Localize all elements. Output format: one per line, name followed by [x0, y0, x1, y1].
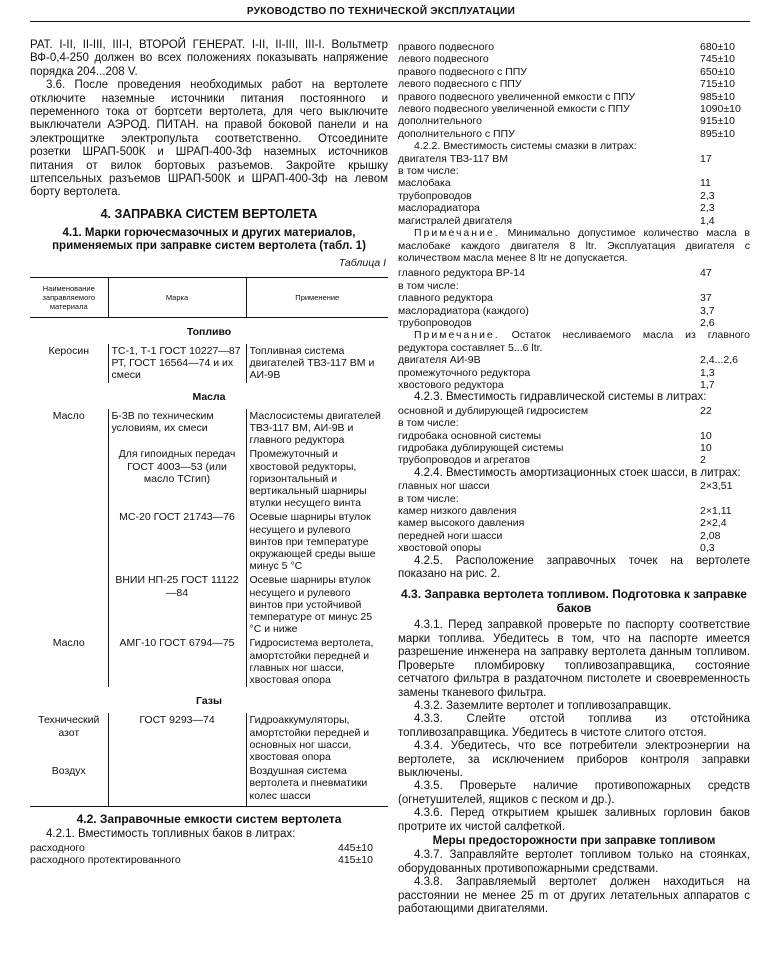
- list-item: [30, 854, 388, 866]
- note-text: Остаток несливаемого масла из главного редуктора составляет 5...6 ltr.: [398, 329, 750, 354]
- paragraph-4-2-4: 4.2.4. Вместимость амортизационных стоек шасси, в литрах:: [414, 466, 741, 479]
- item-label: главных ног шасси: [398, 480, 490, 493]
- item-value: 2: [700, 454, 706, 467]
- item-label: в том числе:: [398, 417, 459, 430]
- list-item: [30, 842, 388, 854]
- paragraph-voltmeter: РАТ. I-II, II-III, III-I, ВТОРОЙ ГЕНЕРАТ. I-II, II-III, III-I. Вольтметр ВФ-0,4-250 должен во всех положениях показывать напряжение порядка 204...208 V.: [30, 39, 388, 78]
- hydraulic-capacity-list: [398, 405, 750, 467]
- item-label: в том числе:: [398, 492, 459, 505]
- material-name: Воздух: [30, 764, 108, 806]
- item-value: 985±10: [700, 90, 735, 103]
- material-mark: Б-3В по техническим условиям, их смеси: [108, 409, 246, 448]
- paragraph-4-3-3: 4.3.3. Слейте отстой топлива из отстойника топливозаправщика. Убедитесь в чистоте слитого отстоя.: [398, 713, 750, 739]
- list-item: [398, 103, 750, 115]
- item-label: левого подвесного с ППУ: [398, 78, 522, 91]
- item-label: дополнительного с ППУ: [398, 127, 515, 140]
- item-label: левого подвесного увеличенной емкости с ППУ: [398, 103, 630, 116]
- list-item: [398, 317, 750, 329]
- item-label: хвостовой опоры: [398, 542, 482, 555]
- item-value: 745±10: [700, 53, 735, 66]
- list-item: [398, 354, 750, 366]
- list-item: [398, 41, 750, 53]
- item-label: главного редуктора: [398, 292, 493, 305]
- note-text: Минимально допустимое количество масла в маслобаке каждого двигателя 8 ltr. Эксплуатация двигателя с количеством масла менее 8 ltr не допускается.: [398, 227, 750, 264]
- item-value: 22: [700, 404, 712, 417]
- material-mark: ГОСТ 9293—74: [108, 713, 246, 764]
- item-value: 715±10: [700, 78, 735, 91]
- item-label: левого подвесного: [398, 53, 489, 66]
- item-value: [700, 165, 750, 177]
- item-value: 2,4...2,6: [700, 354, 738, 367]
- item-label: главного редуктора ВР-14: [398, 267, 525, 280]
- item-value: 445±10: [338, 841, 373, 854]
- list-item: [398, 517, 750, 529]
- fuel-tank-list-cont: [398, 41, 750, 140]
- material-use: Воздушная система вертолета и пневматики колес шасси: [246, 764, 388, 806]
- right-column: [398, 41, 750, 916]
- list-item: [398, 202, 750, 214]
- item-value: 2,6: [700, 316, 715, 329]
- list-item: [398, 190, 750, 202]
- list-item: [398, 177, 750, 189]
- item-label: в том числе:: [398, 165, 459, 178]
- material-use: Маслосистемы двигателей ТВЗ-117 ВМ, АИ-9В и главного редуктора: [246, 409, 388, 448]
- material-name: Масло: [52, 637, 85, 650]
- materials-table: [30, 277, 388, 807]
- item-label: дополнительного: [398, 115, 482, 128]
- item-label: трубопроводов и агрегатов: [398, 454, 531, 467]
- table-row: [30, 764, 388, 806]
- material-use: Гидросистема вертолета, амортстойки передней и главных ног шасси, хвостовая опора: [246, 636, 388, 687]
- paragraph-4-2-3: 4.2.3. Вместимость гидравлической системы в литрах:: [414, 391, 707, 404]
- paragraph-4-3-5: 4.3.5. Проверьте наличие противопожарных средств (огнетушителей, ящиков с песком и др.).: [398, 780, 750, 806]
- material-mark: ВНИИ НП-25 ГОСТ 11122—84: [108, 573, 246, 636]
- item-value: 2×2,4: [700, 517, 727, 530]
- paragraph-4-3-2: 4.3.2. Заземлите вертолет и топливозаправщик.: [414, 699, 672, 712]
- section-4-3-heading: 4.3. Заправка вертолета топливом. Подготовка к заправке баков: [401, 587, 747, 616]
- item-label: двигателя ТВЗ-117 ВМ: [398, 152, 509, 165]
- item-value: 915±10: [700, 115, 735, 128]
- item-value: 3,7: [700, 304, 715, 317]
- item-label: промежуточного редуктора: [398, 366, 531, 379]
- item-label: в том числе:: [398, 279, 459, 292]
- running-header: РУКОВОДСТВО ПО ТЕХНИЧЕСКОЙ ЭКСПЛУАТАЦИИ: [246, 6, 516, 17]
- table-header-row: [30, 277, 388, 317]
- list-item: [398, 128, 750, 140]
- list-item: [398, 53, 750, 65]
- oil-capacity-list: [398, 153, 750, 227]
- item-value: 11: [700, 177, 711, 190]
- item-value: 2×3,51: [700, 480, 733, 493]
- item-label: правого подвесного с ППУ: [398, 65, 527, 78]
- item-label: передней ноги шасси: [398, 529, 503, 542]
- table-row: [30, 344, 388, 383]
- item-value: 10: [700, 442, 712, 454]
- list-item: [398, 66, 750, 78]
- item-value: 0,3: [700, 542, 715, 555]
- paragraph-4-3-7: 4.3.7. Заправляйте вертолет топливом только на стоянках, оборудованных противопожарными средствами.: [398, 849, 750, 875]
- gearbox-capacity-list: [398, 267, 750, 329]
- note-1: [398, 227, 750, 264]
- item-value: 895±10: [700, 127, 735, 140]
- item-label: маслобака: [398, 177, 451, 190]
- section-4-heading: 4. ЗАПРАВКА СИСТЕМ ВЕРТОЛЕТА: [100, 206, 318, 221]
- item-value: 1,7: [700, 378, 715, 391]
- item-label: камер высокого давления: [398, 517, 525, 530]
- list-item: [398, 442, 750, 454]
- list-item: [398, 405, 750, 417]
- list-item: [398, 493, 750, 505]
- item-value: [700, 493, 750, 505]
- item-value: 2,3: [700, 202, 715, 215]
- list-item: [398, 454, 750, 466]
- list-item: [398, 379, 750, 391]
- item-value: 650±10: [700, 65, 735, 78]
- list-item: [398, 367, 750, 379]
- material-name: Масло: [52, 409, 85, 422]
- item-value: 2,3: [700, 189, 715, 202]
- item-value: 17: [700, 152, 712, 165]
- list-item: [398, 153, 750, 165]
- item-value: 2,08: [700, 529, 721, 542]
- paragraph-4-3-8: 4.3.8. Заправляемый вертолет должен находиться на расстоянии не менее 25 m от других летательных аппаратов с работающими двигателями.: [398, 876, 750, 915]
- paragraph-4-3-1: 4.3.1. Перед заправкой проверьте по паспорту соответствие марки топлива. Убедитесь в том, что на паспорте имеется разрешение инженера на заправку вертолета данным топливом. Проверьте пломбировку топливозаправщика, состояние сетчатого фильтра в раздаточном пистолете и своевременность замены тканевого фильтра.: [398, 619, 750, 699]
- table-row: [30, 636, 388, 687]
- paragraph-3-6: 3.6. После проведения необходимых работ на вертолете отключите наземные источники питания постоянного и переменного тока от бортсети вертолета, для чего выключите выключатели АЭРОД. ПИТАН. на правой боковой панели и на электрощитке электропульта соответственно. Отсоедините розетки ШРАП-500К и ШРАП-400-3ф наземных источников питания от вилок бортовых разъемов. Закройте крышку штепсельных разъемов ШРАП-500К и ШРАП-400-3ф на левом борту вертолета.: [30, 79, 388, 199]
- list-item: [398, 530, 750, 542]
- section-4-1-heading: 4.1. Марки горючесмазочных и других материалов, применяемых при заправке систем вертолета (табл. 1): [52, 227, 366, 253]
- item-label: расходного протектированного: [30, 854, 181, 867]
- paragraph-4-2-1: 4.2.1. Вместимость топливных баков в литрах:: [46, 828, 296, 841]
- paragraph-4-3-4: 4.3.4. Убедитесь, что все потребители электроэнергии на вертолете, за исключением приборов контроля заправки выключены.: [398, 740, 750, 779]
- section-4-2-heading: 4.2. Заправочные емкости систем вертолета: [76, 811, 342, 826]
- material-use: Осевые шарниры втулок несущего и рулевого винтов при устойчивой температуре от минус 25 °С и ниже: [246, 573, 388, 636]
- section-fuel: Топливо: [186, 325, 232, 338]
- material-name: Технический азот: [38, 714, 100, 739]
- table-label: Таблица I: [338, 257, 386, 270]
- paragraph-4-3-6: 4.3.6. Перед открытием крышек заливных горловин баков протрите их чистой салфеткой.: [398, 807, 750, 833]
- material-use: Топливная система двигателей ТВЗ-117 ВМ и АИ-9В: [246, 344, 388, 383]
- item-label: расходного: [30, 841, 85, 854]
- safety-heading: Меры предосторожности при заправке топливом: [432, 834, 716, 847]
- list-item: [398, 305, 750, 317]
- strut-capacity-list: [398, 480, 750, 554]
- header-rule: [30, 21, 750, 22]
- list-item: [398, 542, 750, 554]
- list-item: [398, 91, 750, 103]
- paragraph-4-2-5: 4.2.5. Расположение заправочных точек на вертолете показано на рис. 2.: [398, 554, 750, 581]
- col-header-material: Наименование заправляемого материала: [30, 277, 108, 317]
- item-value: 680±10: [700, 41, 735, 53]
- paragraph-4-2-2: 4.2.2. Вместимость системы смазки в литрах:: [414, 140, 637, 153]
- table-row: [30, 573, 388, 636]
- item-label: правого подвесного увеличенной емкости с ППУ: [398, 90, 636, 103]
- material-use: Гидроаккумуляторы, амортстойки передней и основных ног шасси, хвостовая опора: [246, 713, 388, 764]
- list-item: [398, 115, 750, 127]
- section-gas: Газы: [196, 695, 222, 708]
- item-value: 37: [700, 292, 712, 305]
- item-label: правого подвесного: [398, 41, 495, 53]
- list-item: [398, 280, 750, 292]
- note-2: [398, 329, 750, 354]
- note-label: Примечание.: [414, 227, 500, 240]
- item-value: 1090±10: [700, 103, 741, 116]
- item-label: основной и дублирующей гидросистем: [398, 404, 589, 417]
- material-mark: МС-20 ГОСТ 21743—76: [108, 510, 246, 573]
- item-label: трубопроводов: [398, 316, 472, 329]
- item-value: [700, 417, 750, 429]
- item-value: 1,3: [700, 366, 715, 379]
- material-mark: АМГ-10 ГОСТ 6794—75: [108, 636, 246, 687]
- col-header-mark: Марка: [108, 277, 246, 317]
- material-use: Промежуточный и хвостовой редукторы, горизонтальный и вертикальный шарниры втулки несущего винта: [246, 447, 388, 510]
- list-item: [398, 430, 750, 442]
- misc-capacity-list: [398, 354, 750, 391]
- table-row: [30, 409, 388, 448]
- list-item: [398, 480, 750, 492]
- item-value: 2×1,11: [700, 505, 732, 518]
- item-label: трубопроводов: [398, 189, 472, 202]
- item-label: магистралей двигателя: [398, 214, 513, 227]
- material-use: Осевые шарниры втулок несущего и рулевого винтов при температуре окружающей среды выше минус 5 °С: [246, 510, 388, 573]
- table-row: [30, 447, 388, 510]
- item-value: 10: [700, 429, 712, 442]
- item-label: гидробака дублирующей системы: [398, 442, 564, 454]
- list-item: [398, 215, 750, 227]
- fuel-tank-list: [30, 842, 388, 867]
- list-item: [398, 78, 750, 90]
- table-row: [30, 510, 388, 573]
- list-item: [398, 165, 750, 177]
- material-mark: Для гипоидных передач ГОСТ 4003—53 (или масло ТСгип): [108, 447, 246, 510]
- note-label: Примечание.: [414, 329, 500, 342]
- material-name: Керосин: [48, 344, 90, 357]
- left-column: [30, 39, 388, 866]
- item-value: [700, 280, 750, 292]
- section-oil: Масла: [192, 390, 226, 403]
- list-item: [398, 505, 750, 517]
- item-value: 415±10: [338, 854, 373, 867]
- material-mark: ТС-1, Т-1 ГОСТ 10227—87 РТ, ГОСТ 16564—74 и их смеси: [108, 344, 246, 383]
- item-value: 1,4: [700, 214, 715, 227]
- item-label: гидробака основной системы: [398, 429, 542, 442]
- col-header-use: Применение: [246, 277, 388, 317]
- list-item: [398, 292, 750, 304]
- list-item: [398, 267, 750, 279]
- list-item: [398, 417, 750, 429]
- item-label: камер низкого давления: [398, 505, 517, 518]
- item-label: маслорадиатора (каждого): [398, 304, 529, 317]
- item-value: 47: [700, 267, 712, 280]
- table-row: [30, 713, 388, 764]
- item-label: маслорадиатора: [398, 202, 480, 215]
- item-label: двигателя АИ-9В: [398, 354, 481, 367]
- item-label: хвостового редуктора: [398, 378, 504, 391]
